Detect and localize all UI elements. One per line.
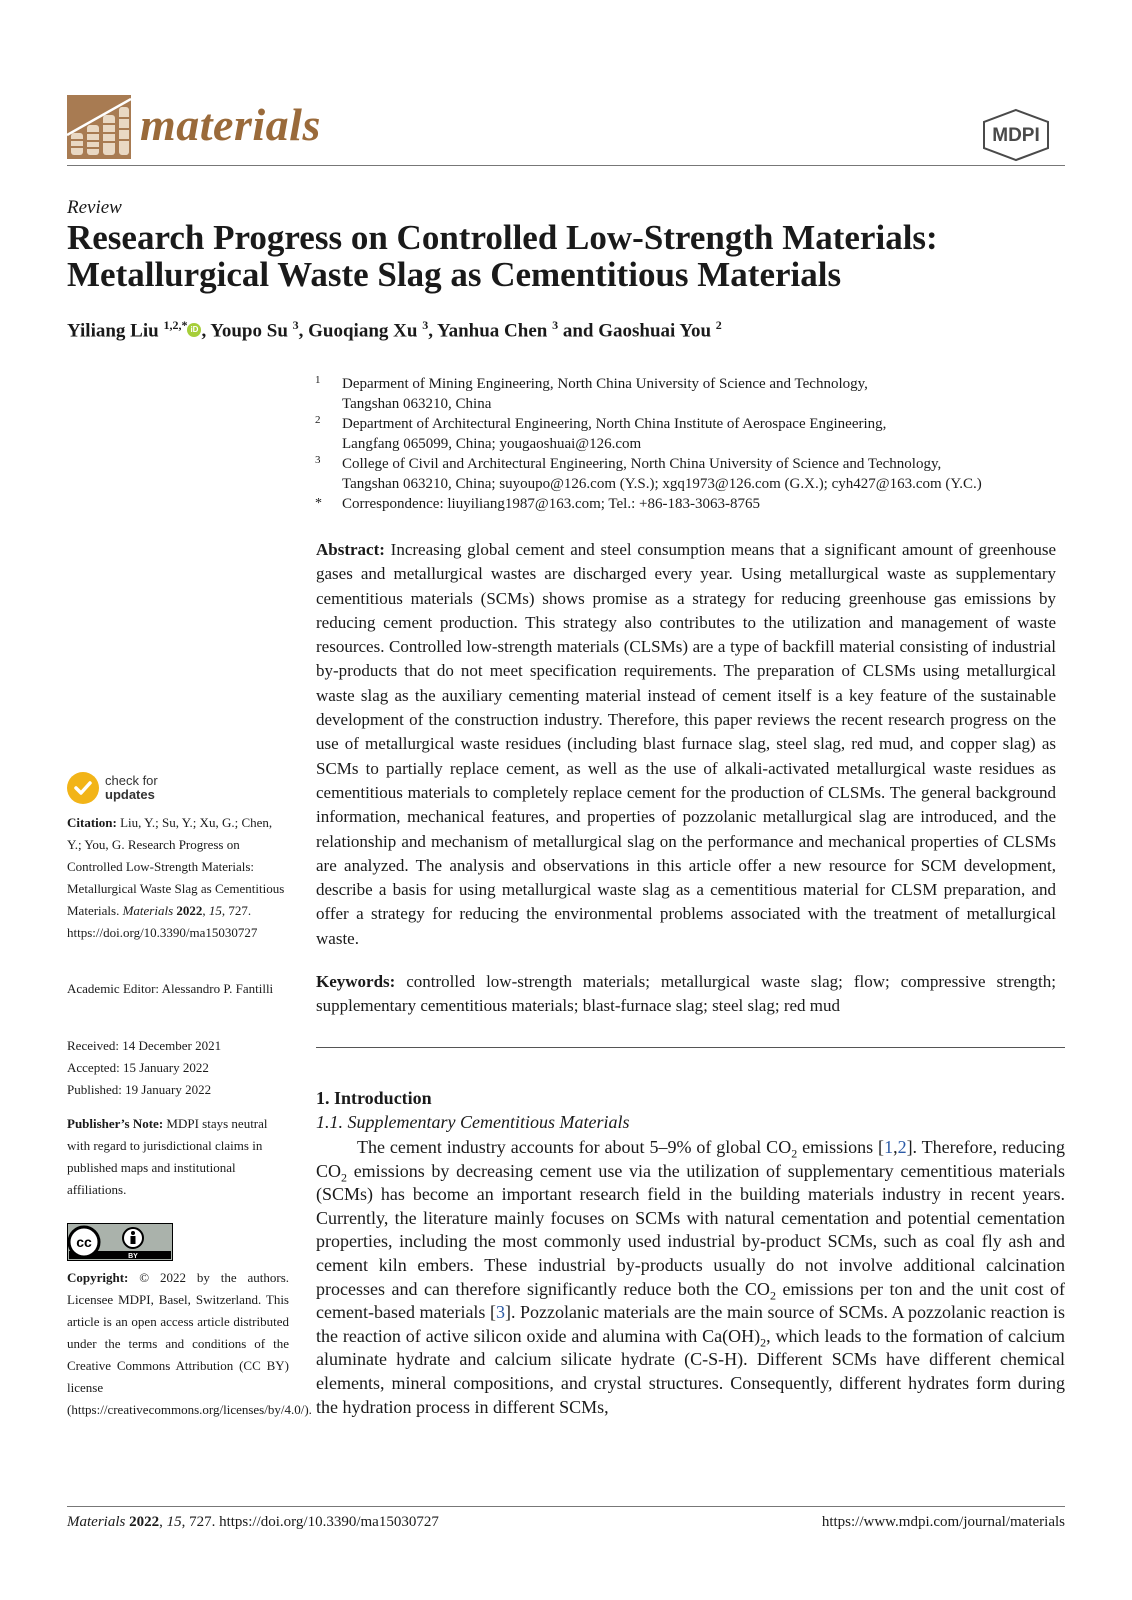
affiliation-item: 3 College of Civil and Architectural Engineering, North China University of Science and Technology, Tangshan 063210, China; suyoupo@126.com (Y.S.); xgq1973@126.com (G.X.); cyh427@163.com (Y.C.)	[315, 454, 982, 492]
received-date: Received: 14 December 2021	[67, 1038, 222, 1053]
cc-text: cc	[76, 1234, 92, 1250]
mdpi-logo-icon	[980, 108, 1052, 162]
journal-name: materials	[140, 99, 321, 150]
footer-doi-link[interactable]: , 727. https://doi.org/10.3390/ma15030727	[181, 1514, 439, 1530]
author-name[interactable]: Youpo Su	[210, 320, 288, 342]
article-type: Review	[67, 197, 122, 218]
section-divider	[316, 1047, 1065, 1048]
publication-dates	[67, 1035, 289, 1101]
article-title	[67, 219, 1067, 293]
body-paragraph: The cement industry accounts for about 5–9% of global $CO_2$ emissions [1,2]. Therefore, reducing $CO_2$ emissions by decreasing cement use via the utilization of supplementary cementitious materials (SCMs) has become an important research field in the building materials industry in recent years. Currently, the literature mainly focuses on SCMs with natural cementation and potential cementation properties, including the most commonly used industrial by-product SCMs, such as coal fly ash and cement kiln embers. These industrial by-products usually do not involve additional calcination processes and can therefore significantly reduce both the $CO_2$ emissions per ton and the unit cost of cement-based materials [3]. Pozzolanic materials are the main source of SCMs. A pozzolanic reaction is the reaction of active silicon oxide and alumina with $Ca(OH)_2$, which leads to the formation of calcium aluminate hydrate and calcium silicate hydrate (C-S-H). Different SCMs have different chemical elements, mineral compositions, and crystal structures. Consequently, different hydrates form during the hydration process in different SCMs,	[316, 1137, 1065, 1417]
author-list: Yiliang Liu $^{1,2,*}$ iD , Youpo Su $^3$, Guoqiang Xu $^3$, Yanhua Chen $^3$ and Gaoshuai You $^2$	[67, 318, 722, 342]
author-affiliation-marks: 3	[422, 318, 429, 332]
footer-divider	[67, 1506, 1065, 1507]
author-name[interactable]: Yiliang Liu	[67, 320, 159, 342]
reference-link[interactable]: 1	[884, 1137, 894, 1157]
citation-doi-link[interactable]: , 727. https://doi.org/10.3390/ma15030727	[67, 903, 258, 940]
abstract	[316, 538, 1056, 951]
footer-citation: Materials 2022, 15, 727. https://doi.org/10.3390/ma15030727	[67, 1514, 439, 1530]
academic-editor: Academic Editor: Alessandro P. Fantilli	[67, 981, 274, 996]
check-updates-icon	[67, 772, 99, 804]
keywords-text: controlled low-strength materials; metallurgical waste slag; flow; compressive strength; supplementary cementitious materials; blast-furnace slag; steel slag; red mud	[316, 972, 1057, 1016]
citation-label: Citation:	[67, 815, 117, 830]
header-divider	[67, 165, 1065, 166]
correspondence: * Correspondence: liuyiliang1987@163.com; Tel.: +86-183-3063-8765	[315, 496, 760, 512]
materials-logo-icon	[67, 95, 131, 159]
published-date: Published: 19 January 2022	[67, 1082, 212, 1097]
publisher-note: Publisher’s Note: MDPI stays neutral with regard to jurisdictional claims in published maps and institutional affiliations.	[67, 1116, 268, 1197]
keywords-label: Keywords:	[316, 972, 396, 991]
author-affiliation-marks: 3	[292, 318, 299, 332]
affiliation-item: 2 Department of Architectural Engineering, North China Institute of Aerospace Engineering, Langfang 065099, China; yougaoshuai@126.com	[315, 414, 887, 452]
abstract-text: Increasing global cement and steel consumption means that a significant amount of greenhouse gases and metallurgical wastes are discharged every year. Using metallurgical waste as supplementary cementitious materials (SCMs) shows promise as a strategy for reducing greenhouse gas emissions by reducing cement production. This strategy also contributes to the utilization and management of waste resources. Controlled low-strength materials (CLSMs) are a type of backfill material consisting of industrial by-products that do not meet specification requirements. The preparation of CLSMs using metallurgical waste slag as the auxiliary cementing material instead of cement itself is a key feature of the sustainable development of the construction industry. Therefore, this paper reviews the recent research progress on the use of metallurgical waste residues (including blast furnace slag, steel slag, red mud, and copper slag) as SCMs to partially replace cement, as well as the use of alkali-activated metallurgical waste residues as cementitious materials to completely replace cement for the production of CLSMs. The general background information, mechanical features, and properties of pozzolanic metallurgical slag are introduced, and the relationship and mechanism of metallurgical slag on the performance and mechanical properties of CLSMs are analyzed. The analysis and observations in this article offer a new resource for SCM development, describe a basis for using metallurgical waste slag as a cementitious material for CLSM preparation, and offer a strategy for reducing the environmental problems associated with the treatment of metallurgical waste.	[316, 540, 1057, 948]
mdpi-logo-text: MDPI	[992, 125, 1040, 146]
accepted-date: Accepted: 15 January 2022	[67, 1060, 209, 1075]
keywords	[316, 970, 1056, 1019]
copyright-notice: Copyright: © 2022 by the authors. Licensee MDPI, Basel, Switzerland. This article is an open access article distributed under the terms and conditions of the Creative Commons Attribution (CC BY) license (https://creativecommons.org/licenses/by/4.0/).	[67, 1270, 312, 1417]
by-text: BY	[128, 1253, 138, 1260]
citation-block: Citation: Liu, Y.; Su, Y.; Xu, G.; Chen, Y.; You, G. Research Progress on Controlled Low-Strength Materials: Metallurgical Waste Slag as Cementitious Materials. Materials 2022, 15, 727. https://doi.org/10.3390/ma15030727	[67, 815, 285, 940]
affiliation-list	[315, 374, 1055, 514]
author-affiliation-marks: 1,2,*	[163, 318, 188, 332]
check-for-updates-badge[interactable]: check for updates	[67, 772, 267, 808]
cc-by-license-icon[interactable]	[67, 1223, 173, 1261]
author-name[interactable]: Guoqiang Xu	[308, 320, 418, 342]
title-line-1: Research Progress on Controlled Low-Strength Materials:	[67, 218, 938, 257]
affiliation-item: 1 Deparment of Mining Engineering, North China University of Science and Technology, Tangshan 063210, China	[315, 374, 868, 412]
reference-link[interactable]: 2	[897, 1137, 907, 1157]
author-name[interactable]: Yanhua Chen	[436, 320, 548, 342]
section-heading: 1. Introduction	[316, 1088, 432, 1108]
author-affiliation-marks: 2	[715, 318, 722, 332]
author-name[interactable]: Gaoshuai You	[598, 320, 712, 342]
subsection-heading: 1.1. Supplementary Cementitious Materials	[316, 1112, 630, 1132]
author-affiliation-marks: 3	[552, 318, 559, 332]
footer-journal-link[interactable]: https://www.mdpi.com/journal/materials	[821, 1514, 1065, 1530]
orcid-icon[interactable]: iD	[187, 323, 201, 337]
title-line-2: Metallurgical Waste Slag as Cementitious Materials	[67, 255, 842, 294]
reference-link[interactable]: 3	[495, 1302, 505, 1323]
abstract-label: Abstract:	[316, 540, 385, 559]
